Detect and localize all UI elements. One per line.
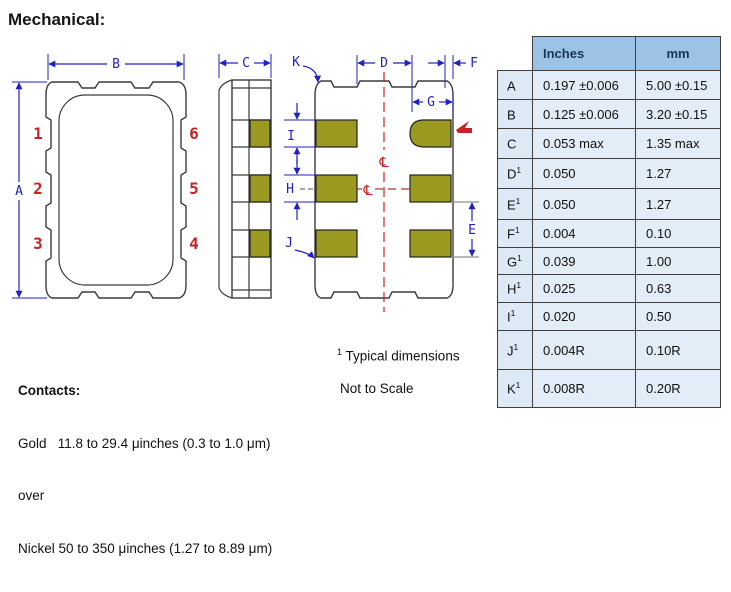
param-cell <box>498 248 533 275</box>
param-cell <box>498 370 533 408</box>
contacts-line-nickel: Nickel 50 to 350 μinches (1.27 to 8.89 μm) <box>18 540 273 556</box>
pad-right-2 <box>410 175 451 202</box>
param-letter: E <box>507 197 516 213</box>
mm-value-cell: 3.20 ±0.15 <box>636 100 721 129</box>
table-row <box>498 248 721 275</box>
table-header-row <box>498 37 721 71</box>
mm-value-cell: 1.27 <box>636 189 721 220</box>
inches-value-cell: 0.020 <box>533 303 636 331</box>
param-letter: G <box>507 254 518 270</box>
table-row <box>498 331 721 370</box>
param-letter: J <box>507 343 514 359</box>
top-view-drawing <box>12 54 199 298</box>
param-cell <box>498 71 533 100</box>
param-superscript: 1 <box>516 280 522 291</box>
param-superscript: 1 <box>513 341 519 352</box>
contacts-heading: Contacts: <box>18 383 81 398</box>
dim-k-leader <box>303 66 318 82</box>
inches-value-cell: 0.025 <box>533 275 636 303</box>
mm-value-cell: 5.00 ±0.15 <box>636 71 721 100</box>
mm-value-cell: 0.20R <box>636 370 721 408</box>
param-letter: H <box>507 281 517 297</box>
param-cell <box>498 189 533 220</box>
table-row <box>498 71 721 100</box>
table-row <box>498 275 721 303</box>
package-outline <box>46 82 186 298</box>
param-letter: B <box>507 107 516 123</box>
inches-value-cell: 0.008R <box>533 370 636 408</box>
pad-left-1 <box>316 120 357 147</box>
param-cell <box>498 220 533 248</box>
side-profile-curve <box>219 80 232 298</box>
param-cell <box>498 159 533 189</box>
inches-value-cell: 0.004R <box>533 331 636 370</box>
mm-value-cell: 0.50 <box>636 303 721 331</box>
contacts-line-over: over <box>18 488 45 503</box>
inches-value-cell: 0.004 <box>533 220 636 248</box>
param-superscript: 1 <box>515 380 521 391</box>
note-typical-dimensions <box>337 347 460 364</box>
mechanical-drawing <box>0 0 500 340</box>
param-superscript: 1 <box>510 308 516 319</box>
param-cell <box>498 100 533 129</box>
dim-j-label: J <box>285 236 293 251</box>
table-row <box>498 189 721 220</box>
pin-label-5: 5 <box>189 179 199 198</box>
dim-a-label: A <box>15 184 23 199</box>
param-letter: C <box>507 136 517 152</box>
note-superscript: 1 <box>337 347 343 357</box>
dimension-table <box>497 36 721 408</box>
param-letter: K <box>507 381 516 397</box>
table-header-blank <box>498 37 533 71</box>
mm-value-cell: 0.63 <box>636 275 721 303</box>
side-view-drawing <box>219 54 271 298</box>
pad-right-3 <box>410 230 451 257</box>
centerline-symbol: ℄ <box>379 155 389 171</box>
inches-value-cell: 0.050 <box>533 189 636 220</box>
contacts-line-gold: Gold 11.8 to 29.4 μinches (0.3 to 1.0 μm) <box>18 435 271 451</box>
centerline-symbol: ℄ <box>363 183 373 199</box>
pin-label-2: 2 <box>33 179 43 198</box>
pad-left-2 <box>316 175 357 202</box>
pin-label-3: 3 <box>33 234 43 253</box>
mm-value-cell: 1.35 max <box>636 129 721 159</box>
dim-c-label: C <box>242 56 250 71</box>
param-letter: D <box>507 166 517 182</box>
side-pad <box>250 175 270 202</box>
col-header-inches: Inches <box>533 37 636 71</box>
param-letter: I <box>507 309 511 325</box>
mm-value-cell: 0.10 <box>636 220 721 248</box>
bottom-view-drawing <box>284 55 479 312</box>
note-not-to-scale: Not to Scale <box>340 381 414 396</box>
pin-label-6: 6 <box>189 124 199 143</box>
dim-e-label: E <box>468 223 476 238</box>
param-superscript: 1 <box>515 195 521 206</box>
side-pad <box>250 120 270 147</box>
param-cell <box>498 129 533 159</box>
side-pad <box>250 230 270 257</box>
col-header-mm: mm <box>636 37 721 71</box>
table-row <box>498 303 721 331</box>
table-row <box>498 220 721 248</box>
inches-value-cell: 0.050 <box>533 159 636 189</box>
inches-value-cell: 0.125 ±0.006 <box>533 100 636 129</box>
mm-value-cell: 0.10R <box>636 331 721 370</box>
param-superscript: 1 <box>516 165 522 176</box>
param-cell <box>498 331 533 370</box>
param-cell <box>498 303 533 331</box>
param-superscript: 1 <box>514 225 520 236</box>
dim-j-leader <box>295 250 314 258</box>
dim-d-label: D <box>380 56 388 71</box>
param-superscript: 1 <box>517 252 522 263</box>
param-letter: A <box>507 78 516 94</box>
dim-b-label: B <box>112 57 120 72</box>
pin-label-1: 1 <box>33 124 43 143</box>
dim-k-label: K <box>292 55 300 70</box>
inches-value-cell: 0.039 <box>533 248 636 275</box>
page-title: Mechanical: <box>8 10 106 29</box>
table-row <box>498 159 721 189</box>
pad-left-3 <box>316 230 357 257</box>
dim-g-label: G <box>427 95 435 110</box>
param-letter: F <box>507 226 515 242</box>
table-row <box>498 370 721 408</box>
inches-value-cell: 0.053 max <box>533 129 636 159</box>
inches-value-cell: 0.197 ±0.006 <box>533 71 636 100</box>
note-typical-text: Typical dimensions <box>342 348 460 364</box>
dim-h-label: H <box>286 182 294 197</box>
table-row <box>498 129 721 159</box>
dim-i-label: I <box>287 129 295 144</box>
mm-value-cell: 1.27 <box>636 159 721 189</box>
dim-f-label: F <box>470 56 478 71</box>
pin1-marker-icon <box>456 121 472 133</box>
pin-label-4: 4 <box>189 234 199 253</box>
mm-value-cell: 1.00 <box>636 248 721 275</box>
table-row <box>498 100 721 129</box>
pad-right-1-pin1 <box>410 120 451 147</box>
param-cell <box>498 275 533 303</box>
contacts-note <box>18 347 272 592</box>
